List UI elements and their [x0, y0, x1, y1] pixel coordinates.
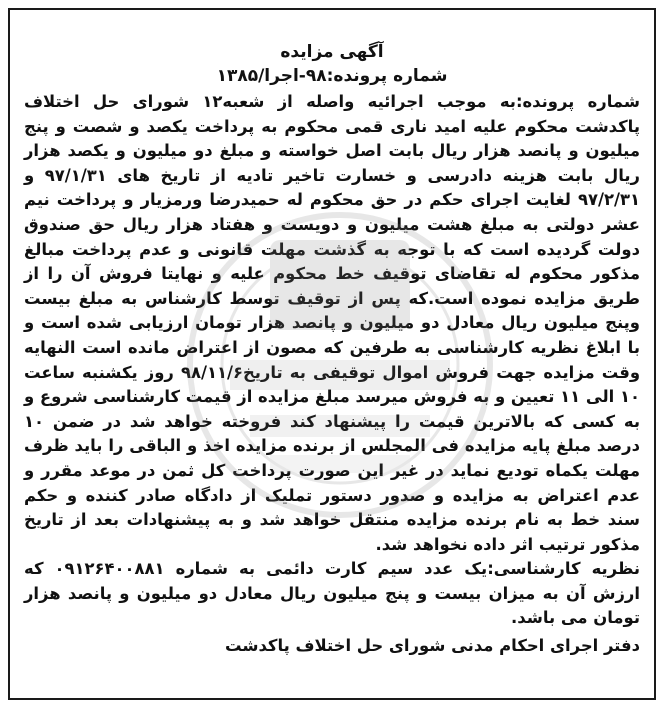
notice-frame: [8, 8, 656, 700]
notice-body: شماره پرونده:به موجب اجرائیه واصله از شعبه۱۲ شورای حل اختلاف پاکدشت محکوم علیه امید ناری قمی محکوم به پرداخت یکصد و شصت و پنج میلیون و پانصد هزار ریال بابت اصل خواسته و مبلغ دو میلیون و یکصد هزار ریال بابت هزینه دادرسی و خسارت تاخیر تادیه از تاریخ های ۹۷/۱/۳۱ و ۹۷/۲/۳۱ لغایت اجرای حکم در حق محکوم له حمیدرضا ورمزیار و پرداخت نیم عشر دولتی به مبلغ هشت میلیون و دویست و هفتاد هزار ریال حق صندوق دولت گردیده است که با توجه به گذشت مهلت قانونی و عدم پرداخت مبالغ مذکور محکوم له تقاضای توقیف خط محکوم علیه و نهایتا فروش آن را از طریق مزایده نموده است.که پس از توقیف توسط کارشناس به مبلغ بیست وپنج میلیون ریال معادل دو میلیون و پانصد هزار تومان ارزیابی شده است و با ابلاغ نظریه کارشناسی به طرفین که مصون از اعتراض مانده است النهایه وقت مزایده جهت فروش اموال توقیفی به تاریخ۹۸/۱۱/۶ روز یکشنبه ساعت ۱۰ الی ۱۱ تعیین و به فروش میرسد مبلغ مزایده از قیمت کارشناسی شروع و به کسی که بالاترین قیمت را پیشنهاد کند فروخته خواهد شد در ضمن ۱۰ درصد مبلغ پایه مزایده فی المجلس از برنده مزایده اخذ و الباقی را باید ظرف مهلت یکماه تودیع نماید در غیر این صورت پرداخت کل ثمن در موعد مقرر و عدم اعتراض به مزایده و صدور دستور تملیک از دادگاه صادر کننده و حکم سند خط به نام برنده مزایده منتقل خواهد شد و به پیشنهادات بعد از تاریخ مذکور ترتیب اثر داده نخواهد شد.: [24, 92, 641, 554]
case-number: شماره پرونده:۹۸-اجرا/۱۳۸۵: [216, 66, 448, 86]
expert-opinion: نظریه کارشناسی:یک عدد سیم کارت دائمی به شماره ۰۹۱۲۶۴۰۰۸۸۱ که ارزش آن به میزان بیست و پنج میلیون ریال معادل دو میلیون و پانصد هزار تومان می باشد.: [24, 559, 640, 628]
notice-title: آگهی مزایده: [280, 42, 384, 62]
issuer-signature-line: دفتر اجرای احکام مدنی شورای حل اختلاف پاکدشت: [224, 636, 640, 656]
